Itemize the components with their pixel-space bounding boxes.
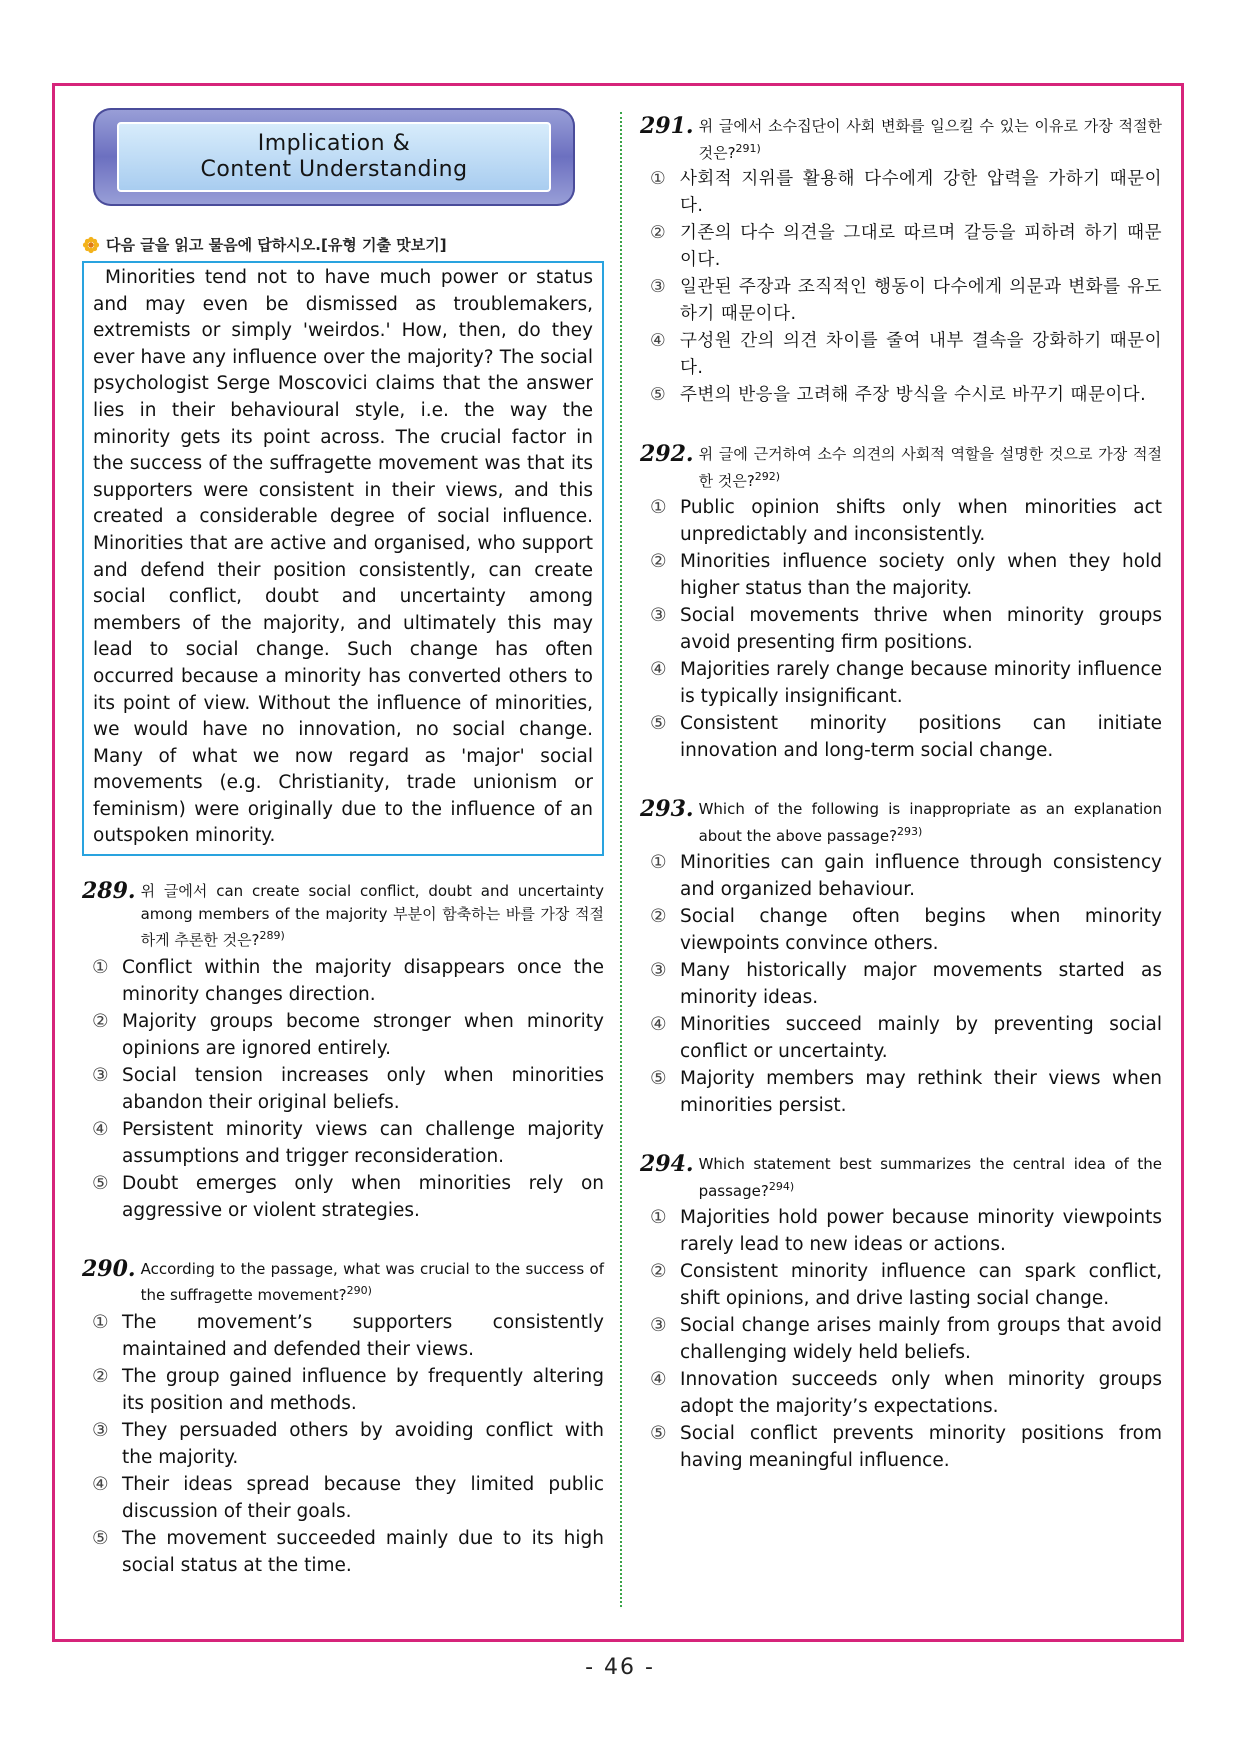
option-text: Social change often begins when minority viewpoints convince others.: [680, 906, 1162, 954]
option-text: 사회적 지위를 활용해 다수에게 강한 압력을 가하기 때문이다.: [680, 169, 1162, 216]
option-marker: ②: [650, 906, 667, 927]
left-column: [82, 108, 604, 1579]
option-1[interactable]: [82, 954, 604, 1008]
option-3[interactable]: [82, 1417, 604, 1471]
option-5[interactable]: [640, 1420, 1162, 1474]
section-badge: [93, 108, 575, 206]
option-3[interactable]: [640, 274, 1162, 328]
option-marker: ②: [650, 551, 667, 572]
question-number: 294.: [640, 1151, 694, 1177]
option-4[interactable]: [640, 1366, 1162, 1420]
section-title-line1: Implication &: [257, 131, 411, 156]
right-column: [640, 115, 1162, 1474]
option-text: Majority groups become stronger when minority opinions are ignored entirely.: [122, 1010, 604, 1059]
option-text: The movement succeeded mainly due to its high social status at the time.: [122, 1527, 604, 1576]
question-text: According to the passage, what was crucial to the success of the suffragette movement?: [140, 1259, 604, 1305]
option-2[interactable]: [640, 548, 1162, 602]
question-header: [640, 1153, 1162, 1202]
option-3[interactable]: [82, 1062, 604, 1116]
question-header: [640, 115, 1162, 164]
option-text: Many historically major movements started as minority ideas.: [680, 960, 1162, 1008]
option-4[interactable]: [640, 656, 1162, 710]
option-marker: ④: [92, 1118, 109, 1140]
question-294: [640, 1153, 1162, 1474]
question-header: [640, 443, 1162, 492]
option-marker: ①: [650, 497, 667, 518]
footnote-ref: 294): [768, 1179, 795, 1193]
option-5[interactable]: [640, 1065, 1162, 1119]
option-marker: ②: [650, 223, 667, 243]
option-text: Innovation succeeds only when minority groups adopt the majority’s expectations.: [680, 1369, 1162, 1417]
option-list: [640, 166, 1162, 409]
option-1[interactable]: [82, 1309, 604, 1363]
instruction: [82, 234, 604, 255]
option-text: Majorities rarely change because minority influence is typically insignificant.: [680, 659, 1162, 707]
question-number: 291.: [640, 113, 694, 139]
option-text: The movement’s supporters consistently maintained and defended their views.: [122, 1311, 604, 1360]
passage-text: Minorities tend not to have much power or status and may even be dismissed as troublemakers, extremists or simply 'weirdos.' How, then, do they ever have any influence over the majority? The social psychologist Serge Moscovici claims that the answer lies in their behavioural style, i.e. the way the minority gets its point across. The crucial factor in the success of the suffragette movement was that its supporters were consistent in their views, and this created a considerable degree of social influence. Minorities that are active and organised, who support and defend their position consistently, can create social conflict, doubt and uncertainty among members of the majority, and ultimately this may lead to social change. Such change has often occurred because a minority has converted others to its point of view. Without the influence of minorities, we would have no innovation, no social change. Many of what we now regard as 'major' social movements (e.g. Christianity, trade unionism or feminism) were originally due to the influence of an outspoken minority.: [93, 267, 593, 847]
option-3[interactable]: [640, 957, 1162, 1011]
option-4[interactable]: [82, 1116, 604, 1170]
option-marker: ④: [650, 1014, 667, 1035]
option-marker: ④: [650, 331, 667, 351]
option-marker: ④: [92, 1473, 109, 1495]
option-3[interactable]: [640, 602, 1162, 656]
option-list: [640, 494, 1162, 764]
option-text: Majorities hold power because minority viewpoints rarely lead to new ideas or actions.: [680, 1207, 1162, 1255]
question-293: [640, 798, 1162, 1119]
option-text: 일관된 주장과 조직적인 행동이 다수에게 의문과 변화를 유도하기 때문이다.: [680, 277, 1162, 324]
option-marker: ③: [92, 1064, 109, 1086]
option-marker: ③: [650, 277, 667, 297]
option-text: Conflict within the majority disappears once the minority changes direction.: [122, 956, 604, 1005]
option-text: Consistent minority influence can spark conflict, shift opinions, and drive lasting social change.: [680, 1261, 1162, 1309]
option-2[interactable]: [82, 1008, 604, 1062]
option-marker: ①: [92, 956, 109, 978]
option-4[interactable]: [82, 1471, 604, 1525]
option-marker: ⑤: [650, 1423, 667, 1444]
question-292: [640, 443, 1162, 764]
option-text: Social tension increases only when minorities abandon their original beliefs.: [122, 1064, 604, 1113]
flower-icon: [82, 236, 100, 254]
option-marker: ⑤: [650, 713, 667, 734]
question-header: [82, 1255, 604, 1307]
option-marker: ③: [92, 1419, 109, 1441]
option-list: [640, 849, 1162, 1119]
footnote-ref: 291): [735, 141, 761, 155]
question-number: 290.: [82, 1255, 136, 1282]
question-number: 292.: [640, 441, 694, 467]
column-divider: [620, 112, 622, 1607]
option-marker: ①: [650, 169, 667, 189]
reading-passage: [82, 261, 604, 856]
option-marker: ⑤: [650, 385, 667, 405]
option-text: Doubt emerges only when minorities rely on aggressive or violent strategies.: [122, 1172, 604, 1221]
option-1[interactable]: [640, 494, 1162, 548]
option-4[interactable]: [640, 328, 1162, 382]
footnote-ref: 290): [346, 1284, 372, 1298]
option-marker: ①: [650, 1207, 667, 1228]
option-5[interactable]: [82, 1170, 604, 1224]
section-title-line2: Content Understanding: [200, 157, 468, 182]
option-text: Social movements thrive when minority groups avoid presenting firm positions.: [680, 605, 1162, 653]
option-2[interactable]: [82, 1363, 604, 1417]
footnote-ref: 292): [754, 469, 781, 483]
footnote-ref: 293): [897, 824, 923, 838]
option-5[interactable]: [640, 710, 1162, 764]
option-1[interactable]: [640, 1204, 1162, 1258]
option-text: The group gained influence by frequently altering its position and methods.: [122, 1365, 604, 1414]
question-text: 위 글에서 can create social conflict, doubt and uncertainty among members of the majority 부분이 함축하는 바를 가장 적절하게 추론한 것은?: [140, 882, 604, 950]
option-marker: ②: [92, 1010, 109, 1032]
question-header: [640, 798, 1162, 847]
option-4[interactable]: [640, 1011, 1162, 1065]
option-text: Social change arises mainly from groups that avoid challenging widely held beliefs.: [680, 1315, 1162, 1363]
option-text: They persuaded others by avoiding conflict with the majority.: [122, 1419, 604, 1468]
question-number: 293.: [640, 796, 694, 822]
option-marker: ④: [650, 659, 667, 680]
option-marker: ③: [650, 960, 667, 981]
option-2[interactable]: [640, 903, 1162, 957]
option-marker: ③: [650, 605, 667, 626]
option-1[interactable]: [640, 166, 1162, 220]
option-5[interactable]: [640, 382, 1162, 409]
option-list: [82, 954, 604, 1224]
page-number: - 46 -: [585, 1655, 655, 1680]
option-3[interactable]: [640, 1312, 1162, 1366]
option-text: Minorities influence society only when they hold higher status than the majority.: [680, 551, 1162, 599]
option-marker: ④: [650, 1369, 667, 1390]
option-marker: ⑤: [650, 1068, 667, 1089]
question-291: [640, 115, 1162, 409]
instruction-text: 다음 글을 읽고 물음에 답하시오.[유형 기출 맛보기]: [106, 236, 447, 254]
option-marker: ⑤: [92, 1172, 109, 1194]
option-marker: ①: [650, 852, 667, 873]
option-text: Persistent minority views can challenge majority assumptions and trigger reconsideration.: [122, 1118, 604, 1167]
option-text: Public opinion shifts only when minorities act unpredictably and inconsistently.: [680, 497, 1162, 545]
option-text: Social conflict prevents minority positions from having meaningful influence.: [680, 1423, 1162, 1471]
question-290: [82, 1255, 604, 1579]
footnote-ref: 289): [259, 929, 285, 943]
question-text: 위 글에서 소수집단이 사회 변화를 일으킬 수 있는 이유로 가장 적절한 것은?: [698, 117, 1162, 162]
section-title: [117, 122, 551, 192]
option-text: Majority members may rethink their views when minorities persist.: [680, 1068, 1162, 1116]
option-2[interactable]: [640, 1258, 1162, 1312]
option-text: 주변의 반응을 고려해 주장 방식을 수시로 바꾸기 때문이다.: [680, 385, 1147, 405]
option-1[interactable]: [640, 849, 1162, 903]
option-marker: ②: [650, 1261, 667, 1282]
option-text: Minorities succeed mainly by preventing social conflict or uncertainty.: [680, 1014, 1162, 1062]
option-5[interactable]: [82, 1525, 604, 1579]
option-marker: ⑤: [92, 1527, 109, 1549]
option-text: Consistent minority positions can initiate innovation and long-term social change.: [680, 713, 1162, 761]
option-text: 구성원 간의 의견 차이를 줄여 내부 결속을 강화하기 때문이다.: [680, 331, 1162, 378]
option-2[interactable]: [640, 220, 1162, 274]
option-list: [640, 1204, 1162, 1474]
option-text: 기존의 다수 의견을 그대로 따르며 갈등을 피하려 하기 때문이다.: [680, 223, 1162, 270]
question-number: 289.: [82, 878, 136, 905]
option-marker: ②: [92, 1365, 109, 1387]
question-text: Which of the following is inappropriate as an explanation about the above passage?: [698, 800, 1162, 845]
question-header: [82, 880, 604, 952]
question-289: [82, 880, 604, 1224]
option-marker: ③: [650, 1315, 667, 1336]
question-text: 위 글에 근거하여 소수 의견의 사회적 역할을 설명한 것으로 가장 적절한 것은?: [698, 445, 1162, 490]
option-marker: ①: [92, 1311, 109, 1333]
question-text: Which statement best summarizes the central idea of the passage?: [698, 1155, 1162, 1200]
option-text: Their ideas spread because they limited public discussion of their goals.: [122, 1473, 604, 1522]
option-text: Minorities can gain influence through consistency and organized behaviour.: [680, 852, 1162, 900]
option-list: [82, 1309, 604, 1579]
